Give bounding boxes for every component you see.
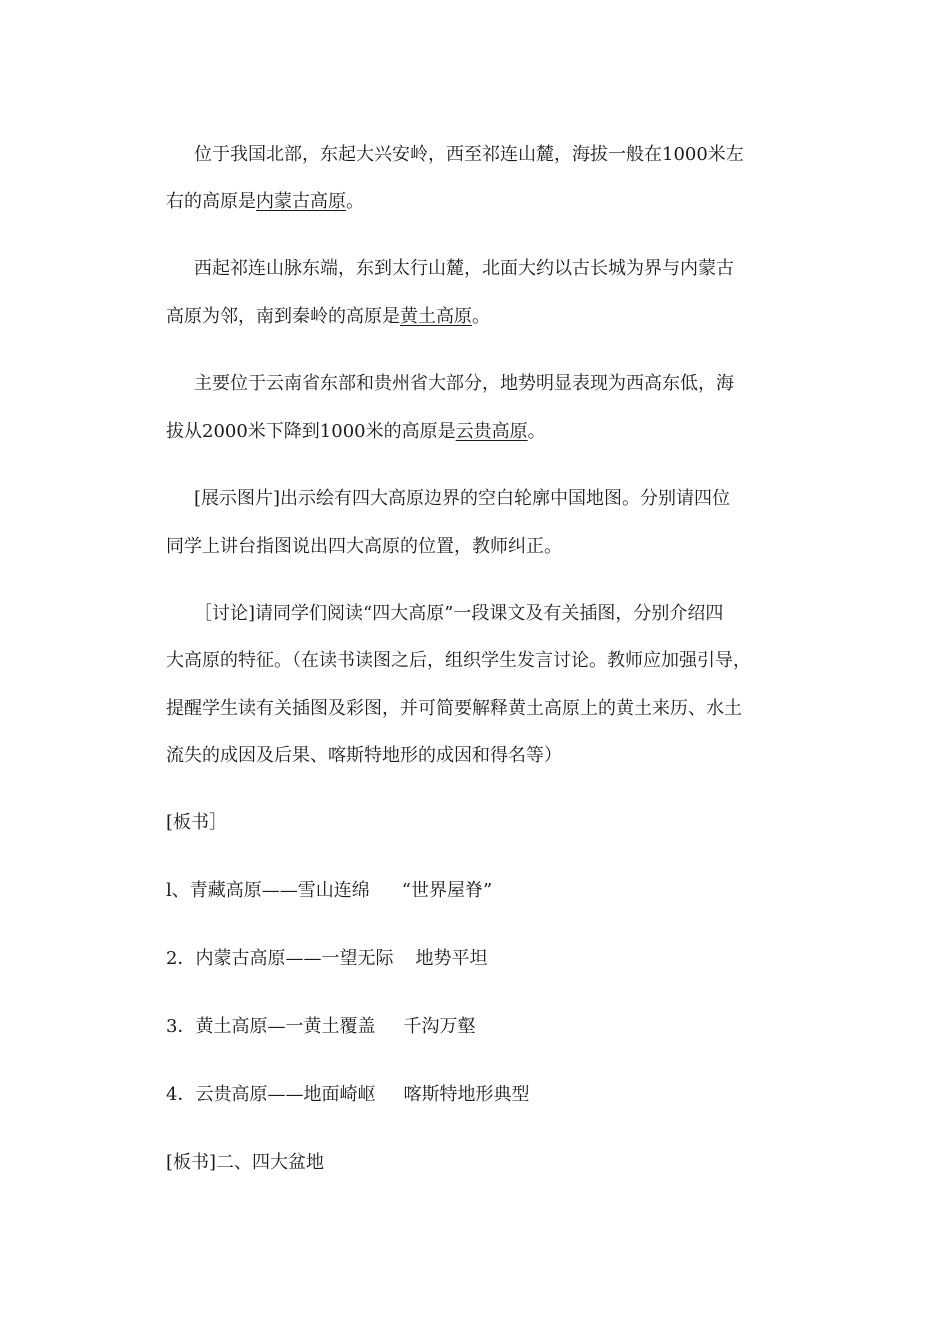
board-next-heading: [板书]二、四大盆地 [166,1152,325,1173]
board-item-main: 2．内蒙古高原——一望无际 [166,948,394,969]
paragraph-1-line-1: 位于我国北部，东起大兴安岭，西至祁连山麓，海拔一般在1000米左 [194,144,744,165]
question-text: 右的高原是 [166,191,256,212]
paragraph-3-line-1: 主要位于云南省东部和贵州省大部分，地势明显表现为西高东低，海 [194,373,734,394]
punctuation: 。 [346,191,364,212]
board-item-feature: 千沟万壑 [403,1016,476,1037]
paragraph-5-line-3: 提醒学生读有关插图及彩图，并可简要解释黄土高原上的黄土来历、水土 [166,698,742,719]
board-item-feature: 地势平坦 [415,948,488,969]
paragraph-5-line-2: 大高原的特征。（在读书读图之后，组织学生发言讨论。教师应加强引导， [166,650,751,671]
paragraph-4-line-2: 同学上讲台指图说出四大高原的位置，教师纠正。 [166,536,562,557]
paragraph-5-line-1: ［讨论]请同学们阅读“四大高原”一段课文及有关插图，分别介绍四 [194,603,724,624]
answer-underlined: 黄土高原 [400,306,472,327]
paragraph-4-line-1: [展示图片]出示绘有四大高原边界的空白轮廓中国地图。分别请四位 [194,488,731,509]
question-text: 拔从2000米下降到1000米的高原是 [166,421,456,442]
answer-underlined: 云贵高原 [455,421,528,442]
punctuation: 。 [472,306,490,327]
question-text: 高原为邻，南到秦岭的高原是 [166,306,400,327]
board-item-4 [166,1083,806,1107]
board-label: [板书］ [166,812,228,833]
board-item-1 [166,879,806,903]
board-item-main: 3．黄土高原—一黄土覆盖 [166,1016,376,1037]
paragraph-2-line-1: 西起祁连山脉东端，东到太行山麓，北面大约以古长城为界与内蒙古 [194,258,734,279]
paragraph-3-line-2 [166,420,806,444]
board-item-3 [166,1015,806,1039]
answer-underlined: 内蒙古高原 [256,191,346,212]
board-item-feature: 喀斯特地形典型 [403,1084,530,1105]
board-item-2 [166,947,806,971]
paragraph-5-line-4: 流失的成因及后果、喀斯特地形的成因和得名等） [166,745,562,766]
paragraph-1-line-2 [166,190,806,214]
paragraph-2-line-2 [166,305,806,329]
board-item-main: 4．云贵高原——地面崎岖 [166,1084,376,1105]
board-item-feature: “世界屋脊” [401,880,493,901]
board-item-main: l、青藏高原——雪山连绵 [166,880,370,901]
punctuation: 。 [527,421,546,442]
